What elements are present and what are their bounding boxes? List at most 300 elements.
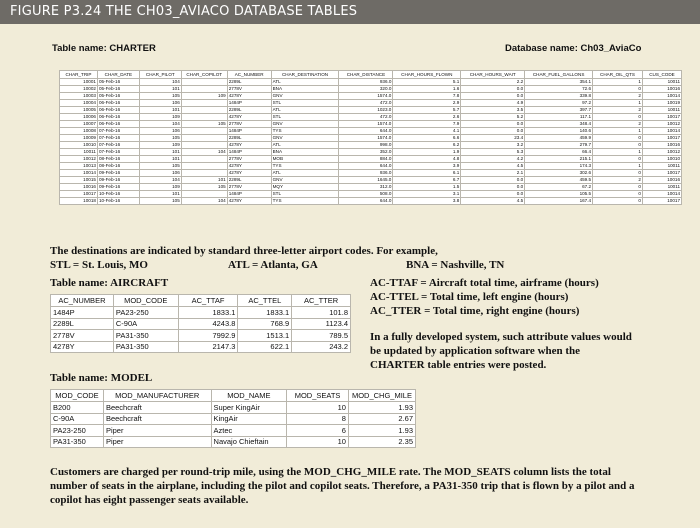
charter-cell: 10013 <box>60 163 98 170</box>
charter-cell: 07-Feb-16 <box>97 142 139 149</box>
charter-cell: BNA <box>271 86 339 93</box>
charter-cell: 5.7 <box>393 107 461 114</box>
charter-cell: 104 <box>139 121 181 128</box>
model-cell: Piper <box>103 436 211 448</box>
charter-cell: 0.0 <box>461 191 525 198</box>
charter-cell: 4.2 <box>461 156 525 163</box>
charter-cell: 0 <box>593 198 643 205</box>
charter-cell: 4278Y <box>227 114 271 121</box>
charter-cell: 302.6 <box>525 170 593 177</box>
aircraft-cell: 768.9 <box>238 318 292 330</box>
charter-cell: 67.2 <box>525 184 593 191</box>
aircraft-cell: 2289L <box>51 318 114 330</box>
charter-cell: 10002 <box>60 86 98 93</box>
charter-cell: 105 <box>139 163 181 170</box>
aircraft-row <box>51 318 351 330</box>
charter-cell: 10010 <box>642 156 681 163</box>
charter-cell: 4.8 <box>393 156 461 163</box>
charter-cell: 105.5 <box>525 191 593 198</box>
charter-cell: 05-Feb-16 <box>97 93 139 100</box>
charter-cell: 1484P <box>227 191 271 198</box>
charter-cell: 10014 <box>642 93 681 100</box>
charter-cell: 312.0 <box>339 184 393 191</box>
charter-cell: 5.1 <box>393 79 461 86</box>
aircraft-cell: 789.5 <box>292 330 351 342</box>
model-cell: C-90A <box>51 413 104 425</box>
charter-cell: 1645.0 <box>339 177 393 184</box>
charter-cell: 10011 <box>642 184 681 191</box>
charter-cell: 10018 <box>60 198 98 205</box>
charter-cell: 348.4 <box>525 121 593 128</box>
charter-cell: 106 <box>139 128 181 135</box>
charter-cell: 10017 <box>642 135 681 142</box>
model-cell: 6 <box>287 425 349 437</box>
charter-cell: 4278Y <box>227 142 271 149</box>
charter-cell: 4.5 <box>461 198 525 205</box>
charter-cell: 08-Feb-16 <box>97 156 139 163</box>
charter-cell: 2778V <box>227 86 271 93</box>
charter-cell: 0 <box>593 184 643 191</box>
charter-cell: 101 <box>139 149 181 156</box>
charter-cell: 7.8 <box>393 93 461 100</box>
charter-cell: 1574.0 <box>339 135 393 142</box>
charter-col-header: AC_NUMBER <box>227 71 271 79</box>
charter-cell: ATL <box>271 107 339 114</box>
charter-body <box>60 79 682 205</box>
charter-cell: 07-Feb-16 <box>97 135 139 142</box>
charter-row <box>60 156 682 163</box>
charter-cell: 5.3 <box>461 149 525 156</box>
charter-cell: 10006 <box>60 114 98 121</box>
charter-cell: 0 <box>593 86 643 93</box>
charter-cell: 1 <box>593 79 643 86</box>
charter-cell: 10016 <box>642 142 681 149</box>
charter-cell: 105 <box>139 135 181 142</box>
charter-cell: 10010 <box>60 142 98 149</box>
charter-cell: 06-Feb-16 <box>97 107 139 114</box>
charter-cell: 4278Y <box>227 198 271 205</box>
charter-cell: 10011 <box>642 163 681 170</box>
charter-cell: 7.9 <box>393 121 461 128</box>
aircraft-cell: 4278Y <box>51 341 114 353</box>
charter-col-header: CUS_CODE <box>642 71 681 79</box>
ac-tter-definition: AC_TTER = Total time, right engine (hours) <box>370 305 580 317</box>
charter-cell: 2.2 <box>461 79 525 86</box>
charter-cell: 644.0 <box>339 163 393 170</box>
model-cell: B200 <box>51 402 104 414</box>
charter-cell: 105 <box>139 198 181 205</box>
charter-row <box>60 114 682 121</box>
charter-cell: 10001 <box>60 79 98 86</box>
charter-cell: 2.6 <box>393 114 461 121</box>
aircraft-cell: 1833.1 <box>178 307 238 319</box>
charter-cell: 4278Y <box>227 163 271 170</box>
model-body <box>51 402 416 448</box>
charter-table <box>59 70 682 205</box>
charter-cell: 10017 <box>642 198 681 205</box>
charter-cell: 884.0 <box>339 156 393 163</box>
charter-cell: 07-Feb-16 <box>97 149 139 156</box>
charter-cell <box>181 135 227 142</box>
charter-cell: 174.3 <box>525 163 593 170</box>
charter-row <box>60 149 682 156</box>
charter-cell: 23.4 <box>461 135 525 142</box>
aircraft-cell: 7992.9 <box>178 330 238 342</box>
charter-cell <box>181 107 227 114</box>
charter-cell: 339.8 <box>525 93 593 100</box>
charter-cell: 1574.0 <box>339 93 393 100</box>
charter-cell: 104 <box>139 79 181 86</box>
model-cell: Navajo Chieftain <box>211 436 287 448</box>
charter-cell: 0.0 <box>461 121 525 128</box>
charter-cell: 117.1 <box>525 114 593 121</box>
model-table-label: Table name: MODEL <box>50 372 153 384</box>
charter-row <box>60 142 682 149</box>
charter-cell: 3.5 <box>461 107 525 114</box>
aircraft-cell: 1484P <box>51 307 114 319</box>
charter-cell: 352.0 <box>339 149 393 156</box>
charter-cell: 09-Feb-16 <box>97 170 139 177</box>
charter-row <box>60 86 682 93</box>
charter-cell: ATL <box>271 142 339 149</box>
charter-col-header: CHAR_HOURS_FLOWN <box>393 71 461 79</box>
charter-cell: 2778V <box>227 121 271 128</box>
charter-cell: 1023.0 <box>339 107 393 114</box>
charter-cell: 4.9 <box>461 100 525 107</box>
charter-row <box>60 107 682 114</box>
charter-cell: 06-Feb-16 <box>97 121 139 128</box>
charter-col-header: CHAR_DISTANCE <box>339 71 393 79</box>
charter-cell: 4.5 <box>461 163 525 170</box>
charter-cell: 1484P <box>227 100 271 107</box>
charter-cell: 10011 <box>60 149 98 156</box>
charter-cell: 2778V <box>227 156 271 163</box>
charter-cell: 10017 <box>60 191 98 198</box>
aircraft-row <box>51 307 351 319</box>
destination-bna: BNA = Nashville, TN <box>406 259 505 271</box>
charter-col-header: CHAR_DATE <box>97 71 139 79</box>
ac-ttaf-definition: AC-TTAF = Aircraft total time, airframe (hours) <box>370 277 599 289</box>
charter-cell: 1574.0 <box>339 121 393 128</box>
aircraft-body <box>51 307 351 353</box>
charter-cell: 6.1 <box>393 170 461 177</box>
model-cell: 8 <box>287 413 349 425</box>
charter-cell: STL <box>271 100 339 107</box>
charter-cell: 101 <box>139 107 181 114</box>
charter-cell: 472.0 <box>339 114 393 121</box>
charter-cell: 10017 <box>642 114 681 121</box>
charter-cell: 2 <box>593 177 643 184</box>
charter-cell <box>181 191 227 198</box>
model-cell: Aztec <box>211 425 287 437</box>
charter-cell: 104 <box>139 177 181 184</box>
model-cell: Beechcraft <box>103 402 211 414</box>
aircraft-cell: PA23-250 <box>113 307 178 319</box>
charter-cell: 2778V <box>227 184 271 191</box>
model-row <box>51 402 416 414</box>
charter-row <box>60 177 682 184</box>
charter-cell: TYS <box>271 198 339 205</box>
charter-cell: GNV <box>271 93 339 100</box>
charter-row <box>60 93 682 100</box>
charter-cell: 2.9 <box>393 100 461 107</box>
charter-cell <box>181 170 227 177</box>
charter-cell: 10005 <box>60 107 98 114</box>
charter-cell <box>181 163 227 170</box>
charter-cell <box>181 114 227 121</box>
model-cell: 2.67 <box>348 413 415 425</box>
charter-cell: 936.0 <box>339 170 393 177</box>
charter-cell: 998.0 <box>339 142 393 149</box>
model-cell: 10 <box>287 436 349 448</box>
model-cell: 1.93 <box>348 425 415 437</box>
ac-ttel-definition: AC-TTEL = Total time, left engine (hours) <box>370 291 569 303</box>
charter-cell: 10016 <box>642 177 681 184</box>
charter-cell: 66.4 <box>525 149 593 156</box>
charter-cell: 936.0 <box>339 79 393 86</box>
charter-cell: 2.1 <box>461 170 525 177</box>
charter-cell: 101 <box>139 156 181 163</box>
model-cell: Super KingAir <box>211 402 287 414</box>
charter-cell: 10003 <box>60 93 98 100</box>
charter-cell: 10019 <box>642 100 681 107</box>
aircraft-table <box>50 294 351 353</box>
system-note: In a fully developed system, such attribute values would be updated by application software when the CHARTER table entries were posted. <box>370 331 632 371</box>
charter-cell: 459.5 <box>525 177 593 184</box>
charter-cell: 1 <box>593 163 643 170</box>
charter-cell: TYS <box>271 163 339 170</box>
charter-cell: 106 <box>139 170 181 177</box>
charter-cell: 472.0 <box>339 100 393 107</box>
charter-cell: 10016 <box>642 86 681 93</box>
charter-cell: 644.0 <box>339 198 393 205</box>
charter-cell: 105 <box>181 121 227 128</box>
charter-cell: 167.4 <box>525 198 593 205</box>
charter-cell: 2 <box>593 107 643 114</box>
charter-header-row <box>60 71 682 79</box>
charter-cell: 08-Feb-16 <box>97 163 139 170</box>
model-cell: PA23-250 <box>51 425 104 437</box>
charter-cell: 10012 <box>60 156 98 163</box>
charter-cell: 0 <box>593 191 643 198</box>
charter-cell: 10016 <box>60 184 98 191</box>
model-col-header: MOD_MANUFACTURER <box>103 390 211 402</box>
aircraft-col-header: AC_TTEL <box>238 295 292 307</box>
aircraft-cell: 1833.1 <box>238 307 292 319</box>
charter-cell <box>181 86 227 93</box>
model-table <box>50 389 416 448</box>
charter-cell: 109 <box>181 93 227 100</box>
model-row <box>51 436 416 448</box>
charter-cell: 101 <box>139 191 181 198</box>
charter-col-header: CHAR_HOURS_WAIT <box>461 71 525 79</box>
model-col-header: MOD_SEATS <box>287 390 349 402</box>
charter-cell: 320.0 <box>339 86 393 93</box>
charter-cell: 0 <box>593 170 643 177</box>
charter-cell <box>181 79 227 86</box>
charter-col-header: CHAR_COPILOT <box>181 71 227 79</box>
model-col-header: MOD_NAME <box>211 390 287 402</box>
charter-cell: 10-Feb-16 <box>97 198 139 205</box>
charter-cell: GNV <box>271 177 339 184</box>
charter-cell: 3.9 <box>393 163 461 170</box>
charter-cell: 109 <box>139 142 181 149</box>
charter-cell: 0 <box>593 114 643 121</box>
charter-cell: 4278Y <box>227 170 271 177</box>
destination-stl: STL = St. Louis, MO <box>50 259 148 271</box>
charter-cell: 104 <box>181 149 227 156</box>
charter-cell: 10011 <box>642 79 681 86</box>
charter-row <box>60 135 682 142</box>
charter-col-header: CHAR_TRIP <box>60 71 98 79</box>
destination-atl: ATL = Atlanta, GA <box>228 259 318 271</box>
charter-cell: 215.1 <box>525 156 593 163</box>
aircraft-header-row <box>51 295 351 307</box>
charter-cell: 6.2 <box>393 142 461 149</box>
charter-col-header: CHAR_DESTINATION <box>271 71 339 79</box>
charter-cell: 1.9 <box>393 149 461 156</box>
aircraft-cell: 1513.1 <box>238 330 292 342</box>
charter-cell: 0 <box>593 135 643 142</box>
charter-row <box>60 191 682 198</box>
charter-row <box>60 184 682 191</box>
charter-row <box>60 163 682 170</box>
model-row <box>51 413 416 425</box>
charter-cell: GNV <box>271 135 339 142</box>
aircraft-cell: 2147.3 <box>178 341 238 353</box>
footer-note: Customers are charged per round-trip mile, using the MOD_CHG_MILE rate. The MOD_SEATS column lists the total number of seats in the airplane, including the pilot and copilot seats. Therefore, a PA31-350 trip that is flown by a pilot and a copilot has eight passenger seats available. <box>50 466 635 506</box>
aircraft-cell: 101.8 <box>292 307 351 319</box>
charter-cell: 1.5 <box>393 184 461 191</box>
charter-cell <box>181 142 227 149</box>
aircraft-cell: PA31-350 <box>113 341 178 353</box>
charter-cell: 104 <box>181 198 227 205</box>
charter-cell: 06-Feb-16 <box>97 114 139 121</box>
charter-cell: 279.7 <box>525 142 593 149</box>
charter-cell: 3.2 <box>461 142 525 149</box>
charter-cell: 10012 <box>642 121 681 128</box>
charter-cell: 10015 <box>60 177 98 184</box>
aircraft-col-header: AC_TTAF <box>178 295 238 307</box>
charter-cell: 09-Feb-16 <box>97 177 139 184</box>
charter-cell: 1484P <box>227 149 271 156</box>
model-col-header: MOD_CHG_MILE <box>348 390 415 402</box>
charter-cell: 109 <box>139 184 181 191</box>
charter-cell: 0.0 <box>461 184 525 191</box>
charter-cell: TYS <box>271 128 339 135</box>
charter-cell: 1 <box>593 100 643 107</box>
charter-cell: 10009 <box>60 135 98 142</box>
charter-cell: 508.0 <box>339 191 393 198</box>
aircraft-table-label: Table name: AIRCRAFT <box>50 277 169 289</box>
charter-cell <box>181 156 227 163</box>
charter-row <box>60 79 682 86</box>
charter-cell: 05-Feb-16 <box>97 79 139 86</box>
aircraft-cell: 4243.8 <box>178 318 238 330</box>
charter-cell: 10014 <box>642 128 681 135</box>
charter-cell: 3.1 <box>393 191 461 198</box>
aircraft-cell: PA31-350 <box>113 330 178 342</box>
charter-cell: 05-Feb-16 <box>97 86 139 93</box>
charter-cell: 6.7 <box>393 177 461 184</box>
charter-cell: 10014 <box>642 191 681 198</box>
charter-cell: GNV <box>271 121 339 128</box>
charter-cell: 0 <box>593 142 643 149</box>
charter-cell: 10-Feb-16 <box>97 191 139 198</box>
charter-cell: 2 <box>593 121 643 128</box>
charter-cell: 105 <box>181 184 227 191</box>
charter-cell: 0.0 <box>461 93 525 100</box>
charter-cell: STL <box>271 114 339 121</box>
aircraft-col-header: AC_TTER <box>292 295 351 307</box>
charter-row <box>60 170 682 177</box>
database-name-label: Database name: Ch03_AviaCo <box>505 43 642 54</box>
charter-cell: 10008 <box>60 128 98 135</box>
charter-cell: 140.6 <box>525 128 593 135</box>
model-col-header: MOD_CODE <box>51 390 104 402</box>
charter-cell: MOB <box>271 156 339 163</box>
charter-table-label: Table name: CHARTER <box>52 43 156 54</box>
charter-cell: 2289L <box>227 177 271 184</box>
charter-cell: 2289L <box>227 79 271 86</box>
aircraft-cell: C-90A <box>113 318 178 330</box>
charter-cell: 10004 <box>60 100 98 107</box>
charter-cell: 1484P <box>227 128 271 135</box>
charter-cell: 6.6 <box>393 135 461 142</box>
aircraft-cell: 622.1 <box>238 341 292 353</box>
charter-cell: 101 <box>181 177 227 184</box>
figure-title: FIGURE P3.24 THE CH03_AVIACO DATABASE TABLES <box>0 0 700 24</box>
charter-row <box>60 198 682 205</box>
charter-cell: 10007 <box>60 121 98 128</box>
charter-cell: 10014 <box>60 170 98 177</box>
charter-cell: 4278Y <box>227 93 271 100</box>
charter-col-header: CHAR_OIL_QTS <box>593 71 643 79</box>
charter-cell: ATL <box>271 79 339 86</box>
destinations-note: The destinations are indicated by standard three-letter airport codes. For example, <box>50 245 438 257</box>
charter-cell: 3.8 <box>393 198 461 205</box>
charter-cell: 0.0 <box>461 86 525 93</box>
charter-cell: STL <box>271 191 339 198</box>
charter-cell: 97.2 <box>525 100 593 107</box>
charter-cell: 72.6 <box>525 86 593 93</box>
charter-cell: 5.2 <box>461 114 525 121</box>
charter-cell: 1 <box>593 149 643 156</box>
model-cell: Beechcraft <box>103 413 211 425</box>
charter-cell: 07-Feb-16 <box>97 128 139 135</box>
charter-cell: 2289L <box>227 107 271 114</box>
model-row <box>51 425 416 437</box>
charter-cell <box>181 128 227 135</box>
model-header-row <box>51 390 416 402</box>
model-cell: 2.35 <box>348 436 415 448</box>
charter-cell: 09-Feb-16 <box>97 184 139 191</box>
aircraft-row <box>51 330 351 342</box>
charter-row <box>60 100 682 107</box>
charter-cell: 109 <box>139 114 181 121</box>
charter-cell: ATL <box>271 170 339 177</box>
aircraft-cell: 2778V <box>51 330 114 342</box>
model-cell: 1.93 <box>348 402 415 414</box>
charter-cell: 101 <box>139 86 181 93</box>
model-cell: 10 <box>287 402 349 414</box>
aircraft-col-header: AC_NUMBER <box>51 295 114 307</box>
charter-cell: 10011 <box>642 107 681 114</box>
charter-row <box>60 121 682 128</box>
charter-cell: 397.7 <box>525 107 593 114</box>
charter-cell: 2 <box>593 93 643 100</box>
charter-cell: MQY <box>271 184 339 191</box>
